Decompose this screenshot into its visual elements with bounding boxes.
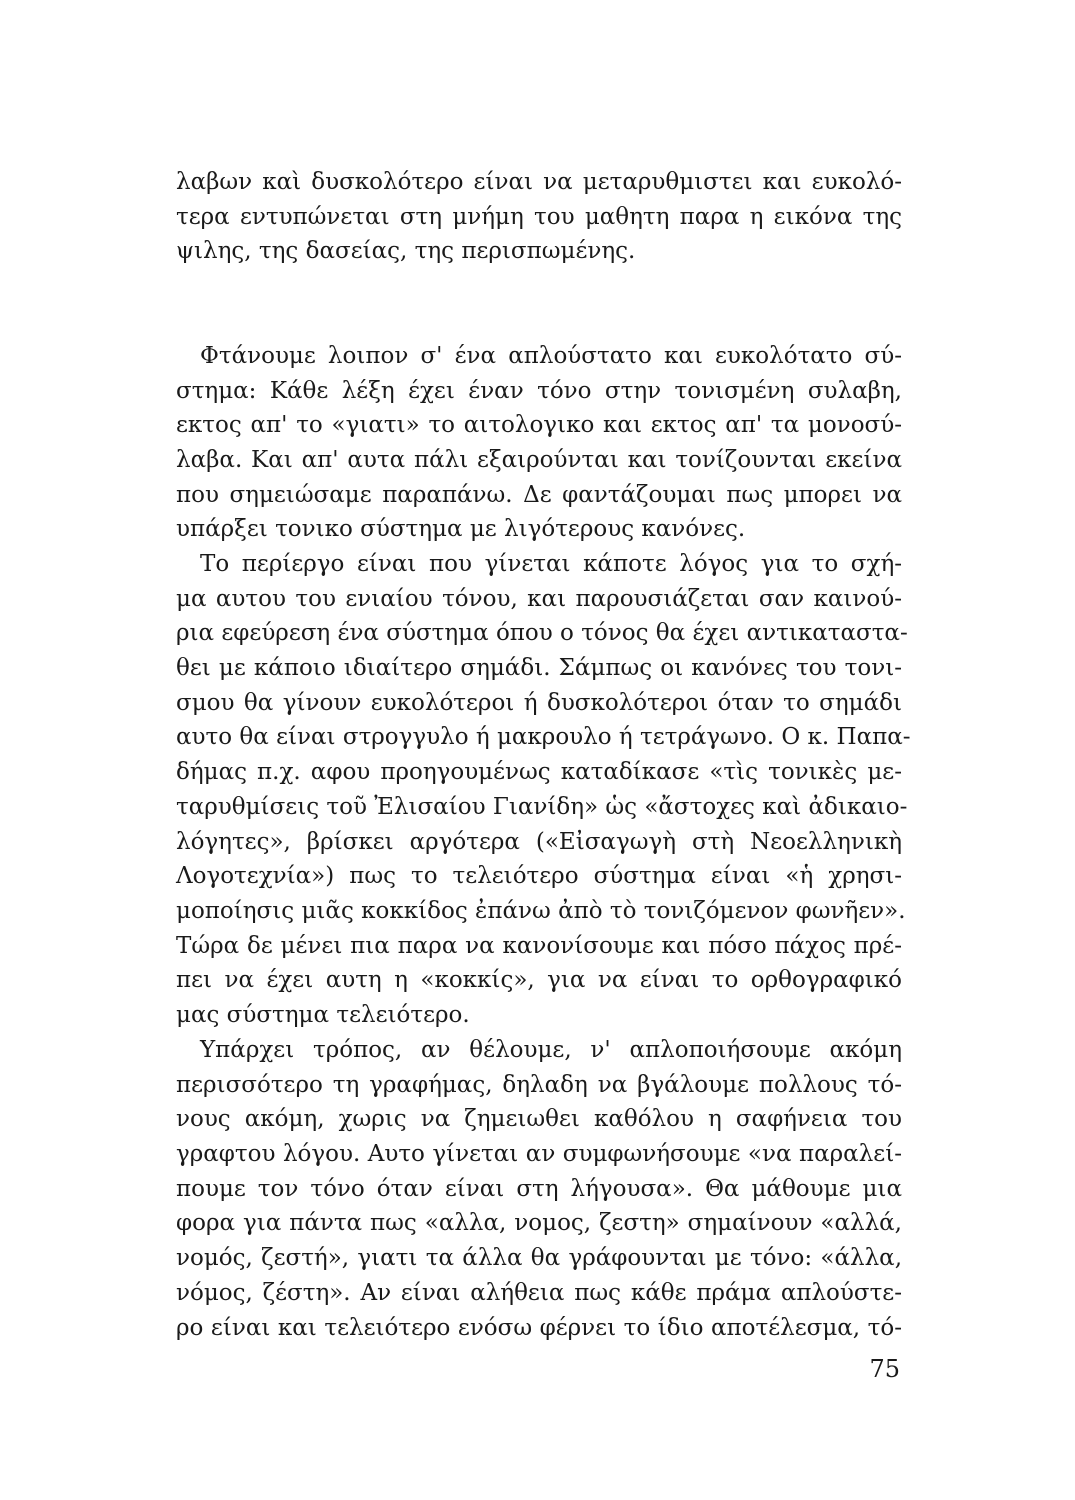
- text-line: μα αυτου του ενιαίου τόνου, και παρουσιάζεται σαν καινού-: [176, 585, 902, 612]
- text-line: μας σύστημα τελειότερο.: [176, 1001, 470, 1028]
- text-line: λαβων καὶ δυσκολότερο είναι να μεταρυθμιστει και ευκολό-: [176, 169, 902, 195]
- text-line: λαβα. Και απ' αυτα πάλι εξαιρούνται και τονίζουνται εκείνα: [176, 447, 902, 474]
- text-line: λόγητες», βρίσκει αργότερα («Εἰσαγωγὴ στὴ Νεοελληνικὴ: [176, 828, 902, 855]
- text-line: Λογοτεχνία») πως το τελειότερο σύστημα είναι «ἡ χρησι-: [176, 863, 902, 890]
- paragraph-1: [176, 165, 902, 269]
- text-line: υπάρξει τονικο σύστημα με λιγότερους κανόνες.: [176, 516, 746, 543]
- text-line: νόμος, ζέστη». Αν είναι αλήθεια πως κάθε πράμα απλούστε-: [176, 1279, 902, 1306]
- text-line: φορα για πάντα πως «αλλα, νομος, ζεστη» σημαίνουν «αλλά,: [176, 1210, 902, 1237]
- text-line: θει με κάποιο ιδιαίτερο σημάδι. Σάμπως οι κανόνες του τονι-: [176, 655, 902, 682]
- text-line: περισσότερο τη γραφήμας, δηλαδη να βγάλουμε πολλους τό-: [176, 1071, 902, 1098]
- text-line: σμου θα γίνουν ευκολότεροι ή δυσκολότεροι όταν το σημάδι: [176, 689, 902, 716]
- paragraph-4: [176, 1033, 902, 1345]
- text-line: Τώρα δε μένει πια παρα να κανονίσουμε και πόσο πάχος πρέ-: [176, 932, 902, 959]
- text-line: τερα εντυπώνεται στη μνήμη του μαθητη παρα η εικόνα της: [176, 203, 902, 230]
- text-line: γραφτου λόγου. Αυτο γίνεται αν συμφωνήσουμε «να παραλεί-: [176, 1141, 902, 1168]
- text-line: ρια εφεύρεση ένα σύστημα όπου ο τόνος θα έχει αντικαταστα-: [176, 620, 908, 647]
- text-line: στημα: Κάθε λέξη έχει έναν τόνο στην τονισμένη συλαβη,: [176, 377, 902, 404]
- text-line: νους ακόμη, χωρις να ζημειωθει καθόλου η σαφήνεια του: [176, 1106, 902, 1133]
- text-line: ψιλης, της δασείας, της περισπωμένης.: [176, 238, 636, 265]
- page-number: 75: [869, 1355, 900, 1383]
- text-line: που σημειώσαμε παραπάνω. Δε φαντάζουμαι πως μπορει να: [176, 481, 902, 508]
- paragraph-2: [176, 339, 902, 547]
- text-line: ρο είναι και τελειότερο ενόσω φέρνει το ίδιο αποτέλεσμα, τό-: [176, 1314, 902, 1341]
- text-line: Φτάνουμε λοιπον σ' ένα απλούστατο και ευκολότατο σύ-: [200, 343, 902, 369]
- text-line: Το περίεργο είναι που γίνεται κάποτε λόγος για το σχή-: [200, 551, 902, 577]
- text-line: ταρυθμίσεις τοῦ Ἐλισαίου Γιανίδη» ὡς «ἄστοχες καὶ ἀδικαιο-: [176, 793, 908, 820]
- text-line: μοποίησις μιᾶς κοκκίδος ἐπάνω ἀπὸ τὸ τονιζόμενον φωνῆεν».: [176, 897, 906, 924]
- text-line: νομός, ζεστή», γιατι τα άλλα θα γράφουνται με τόνο: «άλλα,: [176, 1245, 902, 1272]
- paragraph-3: [176, 547, 911, 1033]
- text-line: δήμας π.χ. αφου προηγουμένως καταδίκασε «τὶς τονικὲς με-: [176, 759, 902, 786]
- text-line: αυτο θα είναι στρογγυλο ή μακρουλο ή τετράγωνο. Ο κ. Παπα-: [176, 724, 911, 751]
- text-line: πουμε τον τόνο όταν είναι στη λήγουσα». Θα μάθουμε μια: [176, 1175, 902, 1202]
- text-line: Υπάρχει τρόπος, αν θέλουμε, ν' απλοποιήσουμε ακόμη: [200, 1037, 902, 1063]
- text-line: πει να έχει αυτη η «κοκκίς», για να είναι το ορθογραφικό: [176, 967, 902, 994]
- text-line: εκτος απ' το «γιατι» το αιτολογικο και εκτος απ' τα μονοσύ-: [176, 412, 902, 439]
